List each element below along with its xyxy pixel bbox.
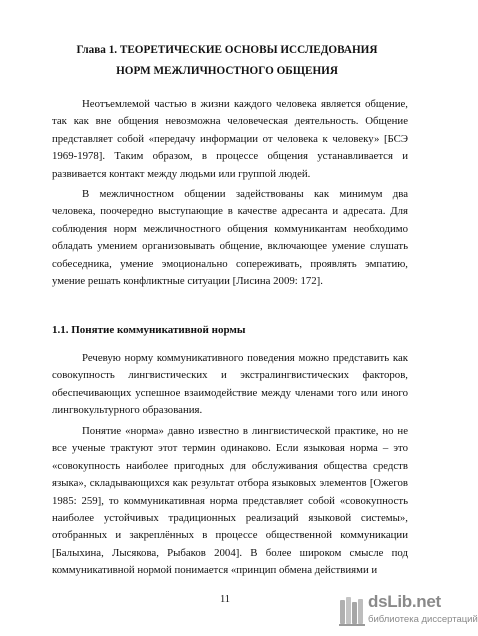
bookshelf-icon <box>338 594 366 628</box>
intro-paragraph-1-block <box>52 96 408 183</box>
chapter-title-line-1: Глава 1. ТЕОРЕТИЧЕСКИЕ ОСНОВЫ ИССЛЕДОВАНИЯ <box>76 44 378 56</box>
body-paragraph: Неотъемлемой частью в жизни каждого человека является общение, так как вне общения невозможна человеческая деятельность. Общение представляет собой «передачу информации от человека к человеку» [БСЭ 1969-1978]. Таким образом, в процессе общения устанавливается и развивается контакт между людьми или группой людей. <box>52 98 408 180</box>
section-paragraph-2-block <box>52 423 408 580</box>
body-paragraph: В межличностном общении задействованы как минимум два человека, поочередно выступающие в качестве адресанта и адресата. Для соблюдения норм межличностного общения коммуникантам необходимо обладать умением организовывать общение, включающее умение слушать собеседника, умение эмоционально сопереживать, проявлять эмпатию, умение решать конфликтные ситуации [Лисина 2009: 172]. <box>52 188 408 288</box>
watermark <box>338 590 478 634</box>
section-title: 1.1. Понятие коммуникативной нормы <box>52 324 246 336</box>
watermark-logo: dsLib.net <box>368 592 441 611</box>
chapter-title <box>40 40 414 82</box>
body-paragraph: Речевую норму коммуникативного поведения можно представить как совокупность лингвистических и экстралингвистических факторов, обеспечивающих успешное взаимодействие между членами того или иного лингвокультурного образования. <box>52 352 408 417</box>
chapter-title-line-2: НОРМ МЕЖЛИЧНОСТНОГО ОБЩЕНИЯ <box>116 65 338 77</box>
section-paragraph-1-block <box>52 350 408 420</box>
body-paragraph: Понятие «норма» давно известно в лингвистической практике, но не все ученые трактуют этот термин одинаково. Если языковая норма – это «совокупность наиболее пригодных для обслуживания общества средств языка», складывающихся как результат отбора языковых элементов [Ожегов 1985: 259], то коммуникативная норма представляет собой «совокупность наиболее устойчивых традиционных реализаций языковой системы», отобранных и закреплённых в процессе общественной коммуникации [Балыхина, Лысякова, Рыбаков 2004]. В более широком смысле под коммуникативной нормой понимается «принцип обмена действиями и <box>52 425 408 577</box>
intro-paragraph-2-block <box>52 186 408 290</box>
page-number: 11 <box>219 594 231 605</box>
watermark-subtitle: библиотека диссертаций <box>368 614 478 625</box>
